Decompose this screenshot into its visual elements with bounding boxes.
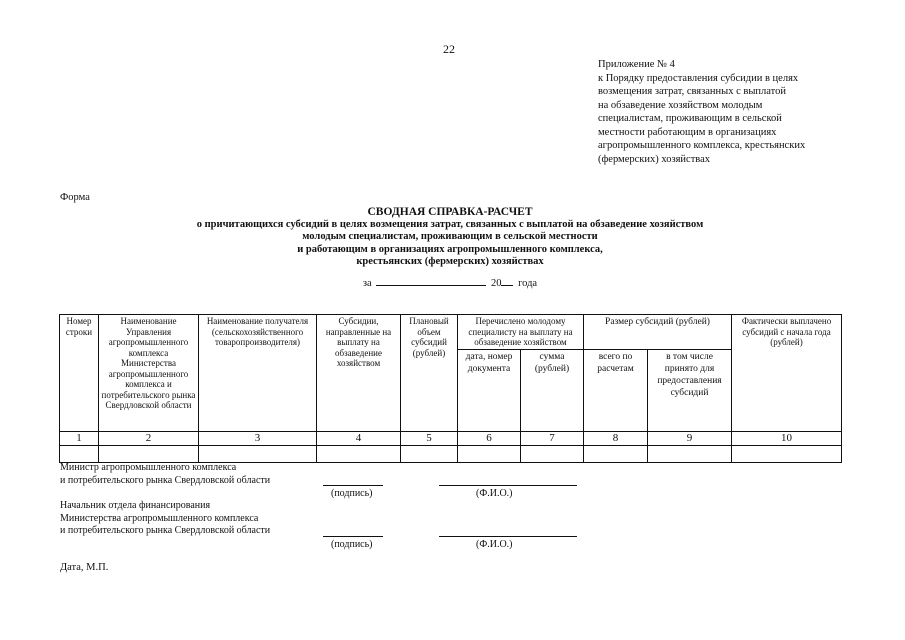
table-cell	[584, 445, 648, 462]
table-cell	[521, 445, 584, 462]
date-blank	[376, 276, 486, 286]
form-label: Форма	[60, 192, 90, 203]
name-caption: (Ф.И.О.)	[476, 539, 513, 550]
appendix-title: Приложение № 4	[598, 59, 675, 70]
appendix-line: местности работающим в организациях	[598, 126, 777, 138]
title-line: о причитающихся субсидий в целях возмещения затрат, связанных с выплатой на обзаведение хозяйством	[196, 218, 704, 230]
column-number: 1	[60, 431, 99, 445]
document-title	[100, 206, 800, 269]
header-recipient: Наименование получателя (сельскохозяйственного товаропроизводителя)	[199, 315, 317, 432]
calculation-table	[59, 314, 842, 463]
column-number: 6	[458, 431, 521, 445]
table-cell	[458, 445, 521, 462]
title-main: СВОДНАЯ СПРАВКА-РАСЧЕТ	[367, 206, 533, 218]
footer-date-stamp: Дата, М.П.	[60, 562, 109, 573]
date-year: 20	[490, 278, 502, 289]
date-line	[100, 276, 800, 289]
appendix-line: агропромышленного комплекса, крестьянских	[598, 140, 806, 151]
table-cell	[648, 445, 732, 462]
signatory-minister	[60, 462, 270, 487]
header-department: Наименование Управления агропромышленного комплекса Министерства агропромышленного комплекса и потребительского рынка Свердловской области	[99, 315, 199, 432]
header-document: дата, номер документа	[458, 349, 521, 431]
appendix-block	[598, 58, 848, 166]
name-line	[439, 535, 577, 537]
title-line: крестьянских (фермерских) хозяйствах	[356, 256, 544, 267]
table-cell	[401, 445, 458, 462]
signatory-line: и потребительского рынка Свердловской области	[60, 474, 271, 486]
header-total-calc: всего по расчетам	[584, 349, 648, 431]
header-actually-paid: Фактически выплачено субсидий с начала года (рублей)	[732, 315, 842, 432]
header-accepted: в том числе принято для предоставления субсидий	[648, 349, 732, 431]
page-number: 22	[443, 42, 455, 56]
date-prefix: за	[362, 278, 372, 289]
header-row-number: Номер строки	[60, 315, 99, 432]
appendix-line: специалистам, проживающим в сельской	[598, 113, 782, 124]
signatory-line: Начальник отдела финансирования	[60, 500, 211, 511]
signatory-finance-head	[60, 500, 270, 538]
title-line: и работающим в организациях агропромышленного комплекса,	[297, 243, 603, 255]
signature-caption: (подпись)	[331, 488, 373, 499]
header-transferred-group: Перечислено молодому специалисту на выплату на обзаведение хозяйством	[458, 315, 584, 350]
table-cell	[199, 445, 317, 462]
appendix-line: возмещения затрат, связанных с выплатой	[598, 86, 786, 97]
header-subsidy-size-group: Размер субсидий (рублей)	[584, 315, 732, 350]
table-row	[60, 445, 842, 462]
signature-line	[323, 535, 383, 537]
column-number: 3	[199, 431, 317, 445]
signature-caption: (подпись)	[331, 539, 373, 550]
title-line: молодым специалистам, проживающим в сельской местности	[302, 231, 598, 242]
signatory-line: Министр агропромышленного комплекса	[60, 462, 237, 473]
name-line	[439, 484, 577, 486]
header-planned-volume: Плановый объем субсидий (рублей)	[401, 315, 458, 432]
table-cell	[60, 445, 99, 462]
signatory-line: Министерства агропромышленного комплекса	[60, 512, 259, 524]
signature-line	[323, 484, 383, 486]
appendix-line: на обзаведение хозяйством молодым	[598, 99, 763, 111]
header-subsidies-directed: Субсидии, направленные на выплату на обзаведение хозяйством	[317, 315, 401, 432]
table-cell	[99, 445, 199, 462]
name-caption: (Ф.И.О.)	[476, 488, 513, 499]
appendix-line: к Порядку предоставления субсидии в целях	[598, 72, 799, 84]
column-number: 10	[732, 431, 842, 445]
column-numbers-row	[60, 431, 842, 445]
appendix-line: (фермерских) хозяйствах	[598, 153, 711, 165]
header-amount: сумма (рублей)	[521, 349, 584, 431]
column-number: 5	[401, 431, 458, 445]
column-number: 7	[521, 431, 584, 445]
column-number: 4	[317, 431, 401, 445]
column-number: 2	[99, 431, 199, 445]
signatory-line: и потребительского рынка Свердловской области	[60, 525, 271, 536]
date-suffix: года	[518, 278, 538, 289]
column-number: 8	[584, 431, 648, 445]
table-cell	[732, 445, 842, 462]
year-blank	[501, 276, 513, 286]
column-number: 9	[648, 431, 732, 445]
table-cell	[317, 445, 401, 462]
